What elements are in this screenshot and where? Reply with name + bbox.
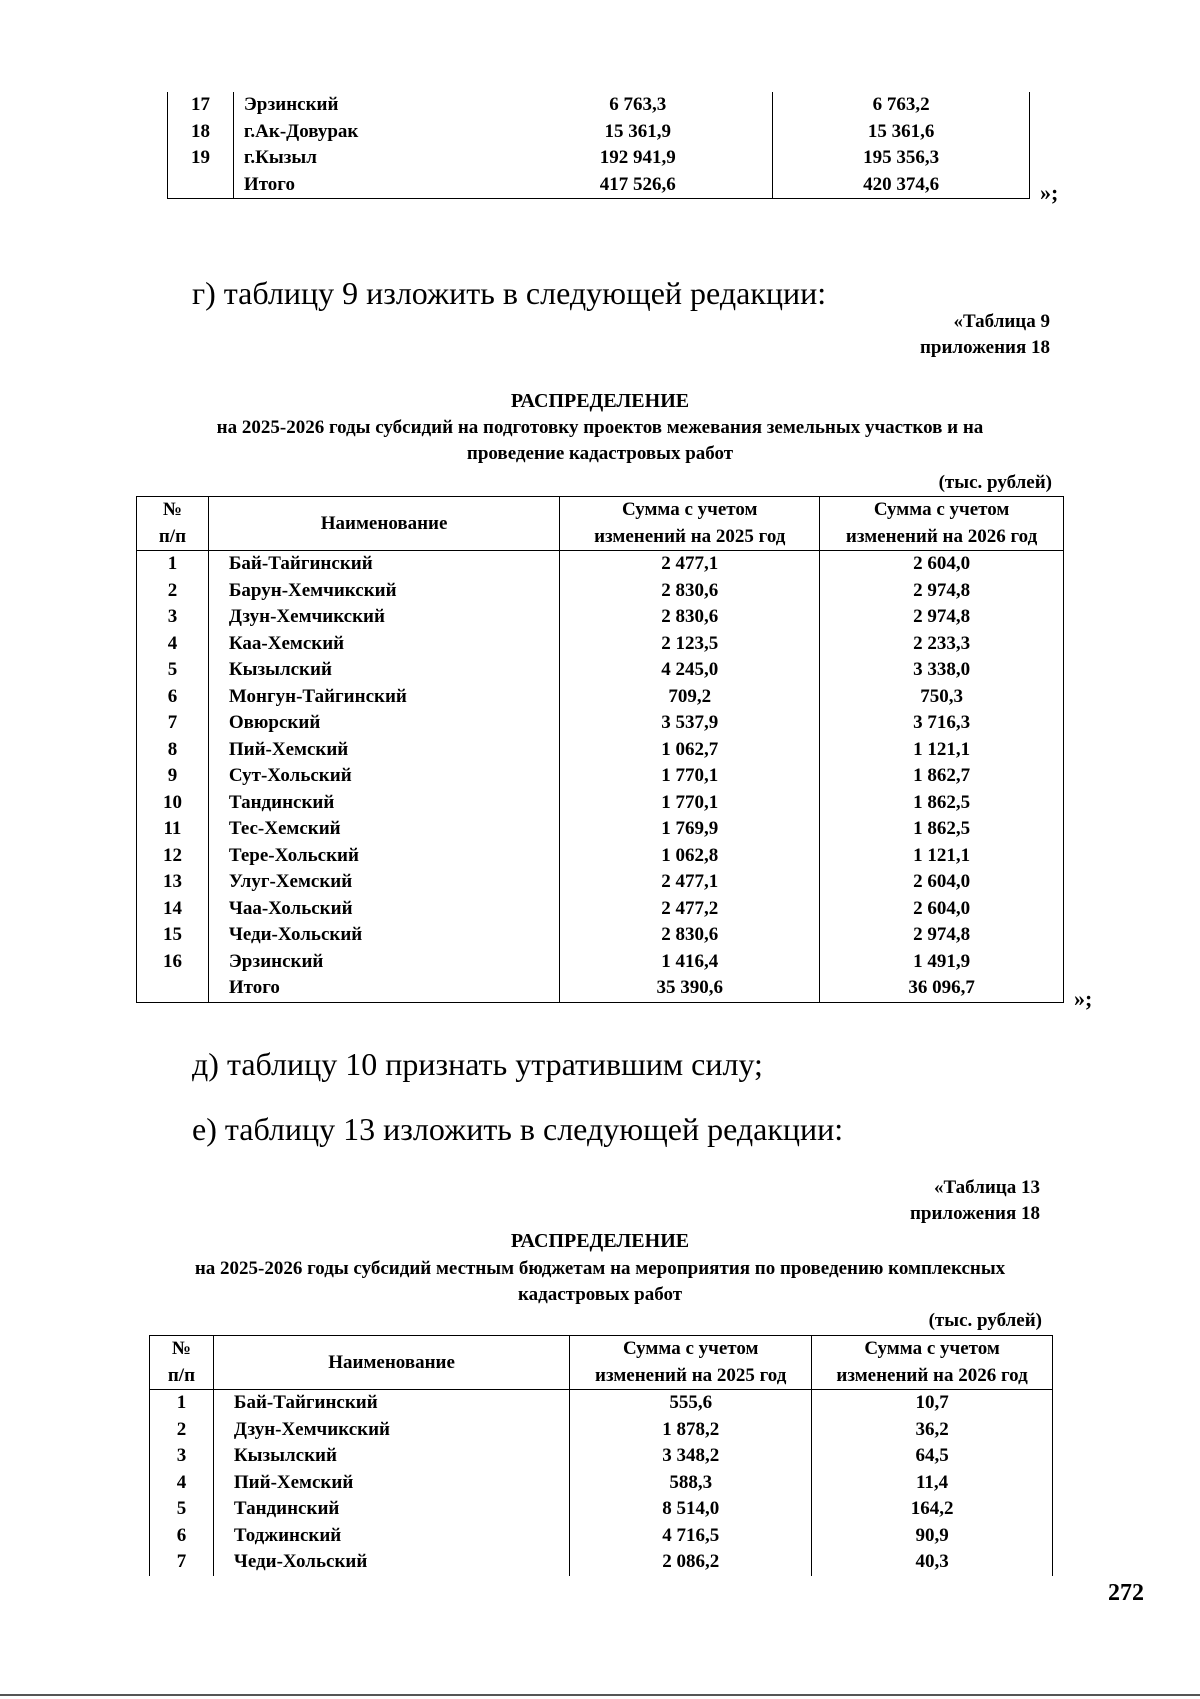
- row-number: 18: [168, 119, 234, 146]
- table-row: 13 Улуг-Хемский 2 477,1 2 604,0: [137, 869, 1064, 896]
- row-value-2025: 15 361,9: [604, 120, 671, 142]
- table-row: 7 Чеди-Хольский 2 086,2 40,3: [150, 1549, 1053, 1576]
- table13-title: РАСПРЕДЕЛЕНИЕ: [510, 1230, 690, 1252]
- footer-divider: [0, 1694, 1200, 1696]
- table13-note-line2: приложения 18: [909, 1203, 1040, 1224]
- row-name: Эрзинский: [233, 92, 503, 119]
- total-label: Итого: [208, 975, 559, 1002]
- table-row: 3 Кызылский 3 348,2 64,5: [150, 1443, 1053, 1470]
- header-num: №: [137, 497, 209, 524]
- table9-subtitle-line2: проведение кадастровых работ: [466, 443, 734, 464]
- row-value-2026: 15 361,6: [773, 119, 1030, 146]
- table9: № Наименование Сумма с учетом Сумма с учетом п/п изменений на 2025 год изменений на 2026 год 1 Бай-Тайгинский 2 477,1 2 604,0 2 Барун-Хемчикский 2 830,6 2 974,8 3 Дзун-Хемчикский 2 830,6 2 974,8 4 Каа-Хемский 2 123,5 2 233,3 5 Кызылский 4 245,0 3 338,0 6 Монгун-Тайгинский 709,2 750,3 7 Овюрский 3 537,9 3 716,3 8 Пий-Хемский 1 062,7 1 121,1 9 Сут-Хольский 1 770,1 1 862,7 10 Тандинский 1 770,1 1 862,5 11 Тес-Хемский 1 769,9 1 862,5 12 Тере-Хольский 1 062,8 1 121,1 13 Улуг-Хемский 2 477,1 2 604,0 14 Чаа-Хольский 2 477,2 2 604,0 15 Чеди-Хольский 2 830,6 2 974,8 16 Эрзинский 1 416,4 1 491,9 Итого 35 390,6 36 096,7: [136, 496, 1064, 1003]
- table-row: 5 Тандинский 8 514,0 164,2: [150, 1496, 1053, 1523]
- closing-quote: »;: [1074, 986, 1093, 1011]
- row-number: 17: [168, 92, 234, 119]
- table-row: 7 Овюрский 3 537,9 3 716,3: [137, 710, 1064, 737]
- table13-subtitle-line1: на 2025-2026 годы субсидий местным бюджетам на мероприятия по проведению комплексных: [194, 1258, 1006, 1279]
- header-2026: Сумма с учетом: [820, 497, 1064, 524]
- table-row: 5 Кызылский 4 245,0 3 338,0: [137, 657, 1064, 684]
- total-value-2026: 36 096,7: [820, 975, 1064, 1002]
- header-name: Наименование: [213, 1336, 569, 1390]
- table-row: [168, 119, 1030, 146]
- table-row: 4 Пий-Хемский 588,3 11,4: [150, 1470, 1053, 1497]
- table9-note-line1: «Таблица 9: [953, 311, 1050, 332]
- header-2025: Сумма с учетом: [570, 1336, 812, 1363]
- paragraph-d: д) таблицу 10 признать утратившим силу;: [192, 1046, 763, 1082]
- total-row: [168, 172, 1030, 199]
- table-row: 14 Чаа-Хольский 2 477,2 2 604,0: [137, 896, 1064, 923]
- table9-note-line2: приложения 18: [919, 337, 1050, 358]
- table-row: 6 Тоджинский 4 716,5 90,9: [150, 1523, 1053, 1550]
- header-2026: Сумма с учетом: [812, 1336, 1053, 1363]
- total-label: Итого: [233, 172, 503, 199]
- table13-units: (тыс. рублей): [928, 1310, 1042, 1331]
- table-row: 9 Сут-Хольский 1 770,1 1 862,7: [137, 763, 1064, 790]
- table13-header-row: [150, 1336, 1053, 1363]
- table-row: 8 Пий-Хемский 1 062,7 1 121,1: [137, 737, 1064, 764]
- page-number: 272: [1108, 1580, 1144, 1606]
- total-value-2025: 417 526,6: [503, 172, 773, 199]
- table-row: 6 Монгун-Тайгинский 709,2 750,3: [137, 684, 1064, 711]
- row-value-2026: 6 763,2: [773, 92, 1030, 119]
- table-row: 11 Тес-Хемский 1 769,9 1 862,5: [137, 816, 1064, 843]
- table-row: [168, 145, 1030, 172]
- table-row: 1 Бай-Тайгинский 555,6 10,7: [150, 1390, 1053, 1417]
- row-name: г.Ак-Довурак: [233, 119, 503, 146]
- closing-quote: »;: [1040, 180, 1059, 205]
- table-row: 16 Эрзинский 1 416,4 1 491,9: [137, 949, 1064, 976]
- top-table: [167, 92, 1030, 199]
- table-row: 4 Каа-Хемский 2 123,5 2 233,3: [137, 631, 1064, 658]
- table9-title: РАСПРЕДЕЛЕНИЕ: [510, 390, 690, 412]
- paragraph-g: г) таблицу 9 изложить в следующей редакции:: [192, 275, 827, 311]
- header-2025: Сумма с учетом: [560, 497, 820, 524]
- table-row: 10 Тандинский 1 770,1 1 862,5: [137, 790, 1064, 817]
- table-row: [168, 92, 1030, 119]
- total-value-2026: 420 374,6: [773, 172, 1030, 199]
- table-row: 3 Дзун-Хемчикский 2 830,6 2 974,8: [137, 604, 1064, 631]
- table9-subtitle-line1: на 2025-2026 годы субсидий на подготовку проектов межевания земельных участков и на: [216, 417, 984, 438]
- table-row: 15 Чеди-Хольский 2 830,6 2 974,8: [137, 922, 1064, 949]
- header-name: Наименование: [208, 497, 559, 551]
- table13-note-line1: «Таблица 13: [933, 1177, 1040, 1198]
- table-row: 2 Дзун-Хемчикский 1 878,2 36,2: [150, 1417, 1053, 1444]
- total-value-2025: 35 390,6: [560, 975, 820, 1002]
- row-value-2025: 192 941,9: [599, 147, 676, 169]
- table13: № Наименование Сумма с учетом Сумма с учетом п/п изменений на 2025 год изменений на 2026 год 1 Бай-Тайгинский 555,6 10,7 2 Дзун-Хемчикский 1 878,2 36,2 3 Кызылский 3 348,2 64,5 4 Пий-Хемский 588,3 11,4 5 Тандинский 8 514,0 164,2 6 Тоджинский 4 716,5 90,9 7 Чеди-Хольский 2 086,2 40,3: [149, 1335, 1053, 1576]
- header-num: №: [150, 1336, 214, 1363]
- table-row: 1 Бай-Тайгинский 2 477,1 2 604,0: [137, 551, 1064, 578]
- table13-subtitle-line2: кадастровых работ: [517, 1284, 683, 1305]
- table-row: 2 Барун-Хемчикский 2 830,6 2 974,8: [137, 578, 1064, 605]
- table-row: 12 Тере-Хольский 1 062,8 1 121,1: [137, 843, 1064, 870]
- row-name: г.Кызыл: [233, 145, 503, 172]
- table9-units: (тыс. рублей): [938, 472, 1052, 493]
- paragraph-e: е) таблицу 13 изложить в следующей редакции:: [192, 1111, 844, 1147]
- row-value-2025: 6 763,3: [609, 94, 667, 116]
- table9-header-row: [137, 497, 1064, 524]
- total-row: [137, 975, 1064, 1002]
- row-value-2026: 195 356,3: [773, 145, 1030, 172]
- row-number: 19: [168, 145, 234, 172]
